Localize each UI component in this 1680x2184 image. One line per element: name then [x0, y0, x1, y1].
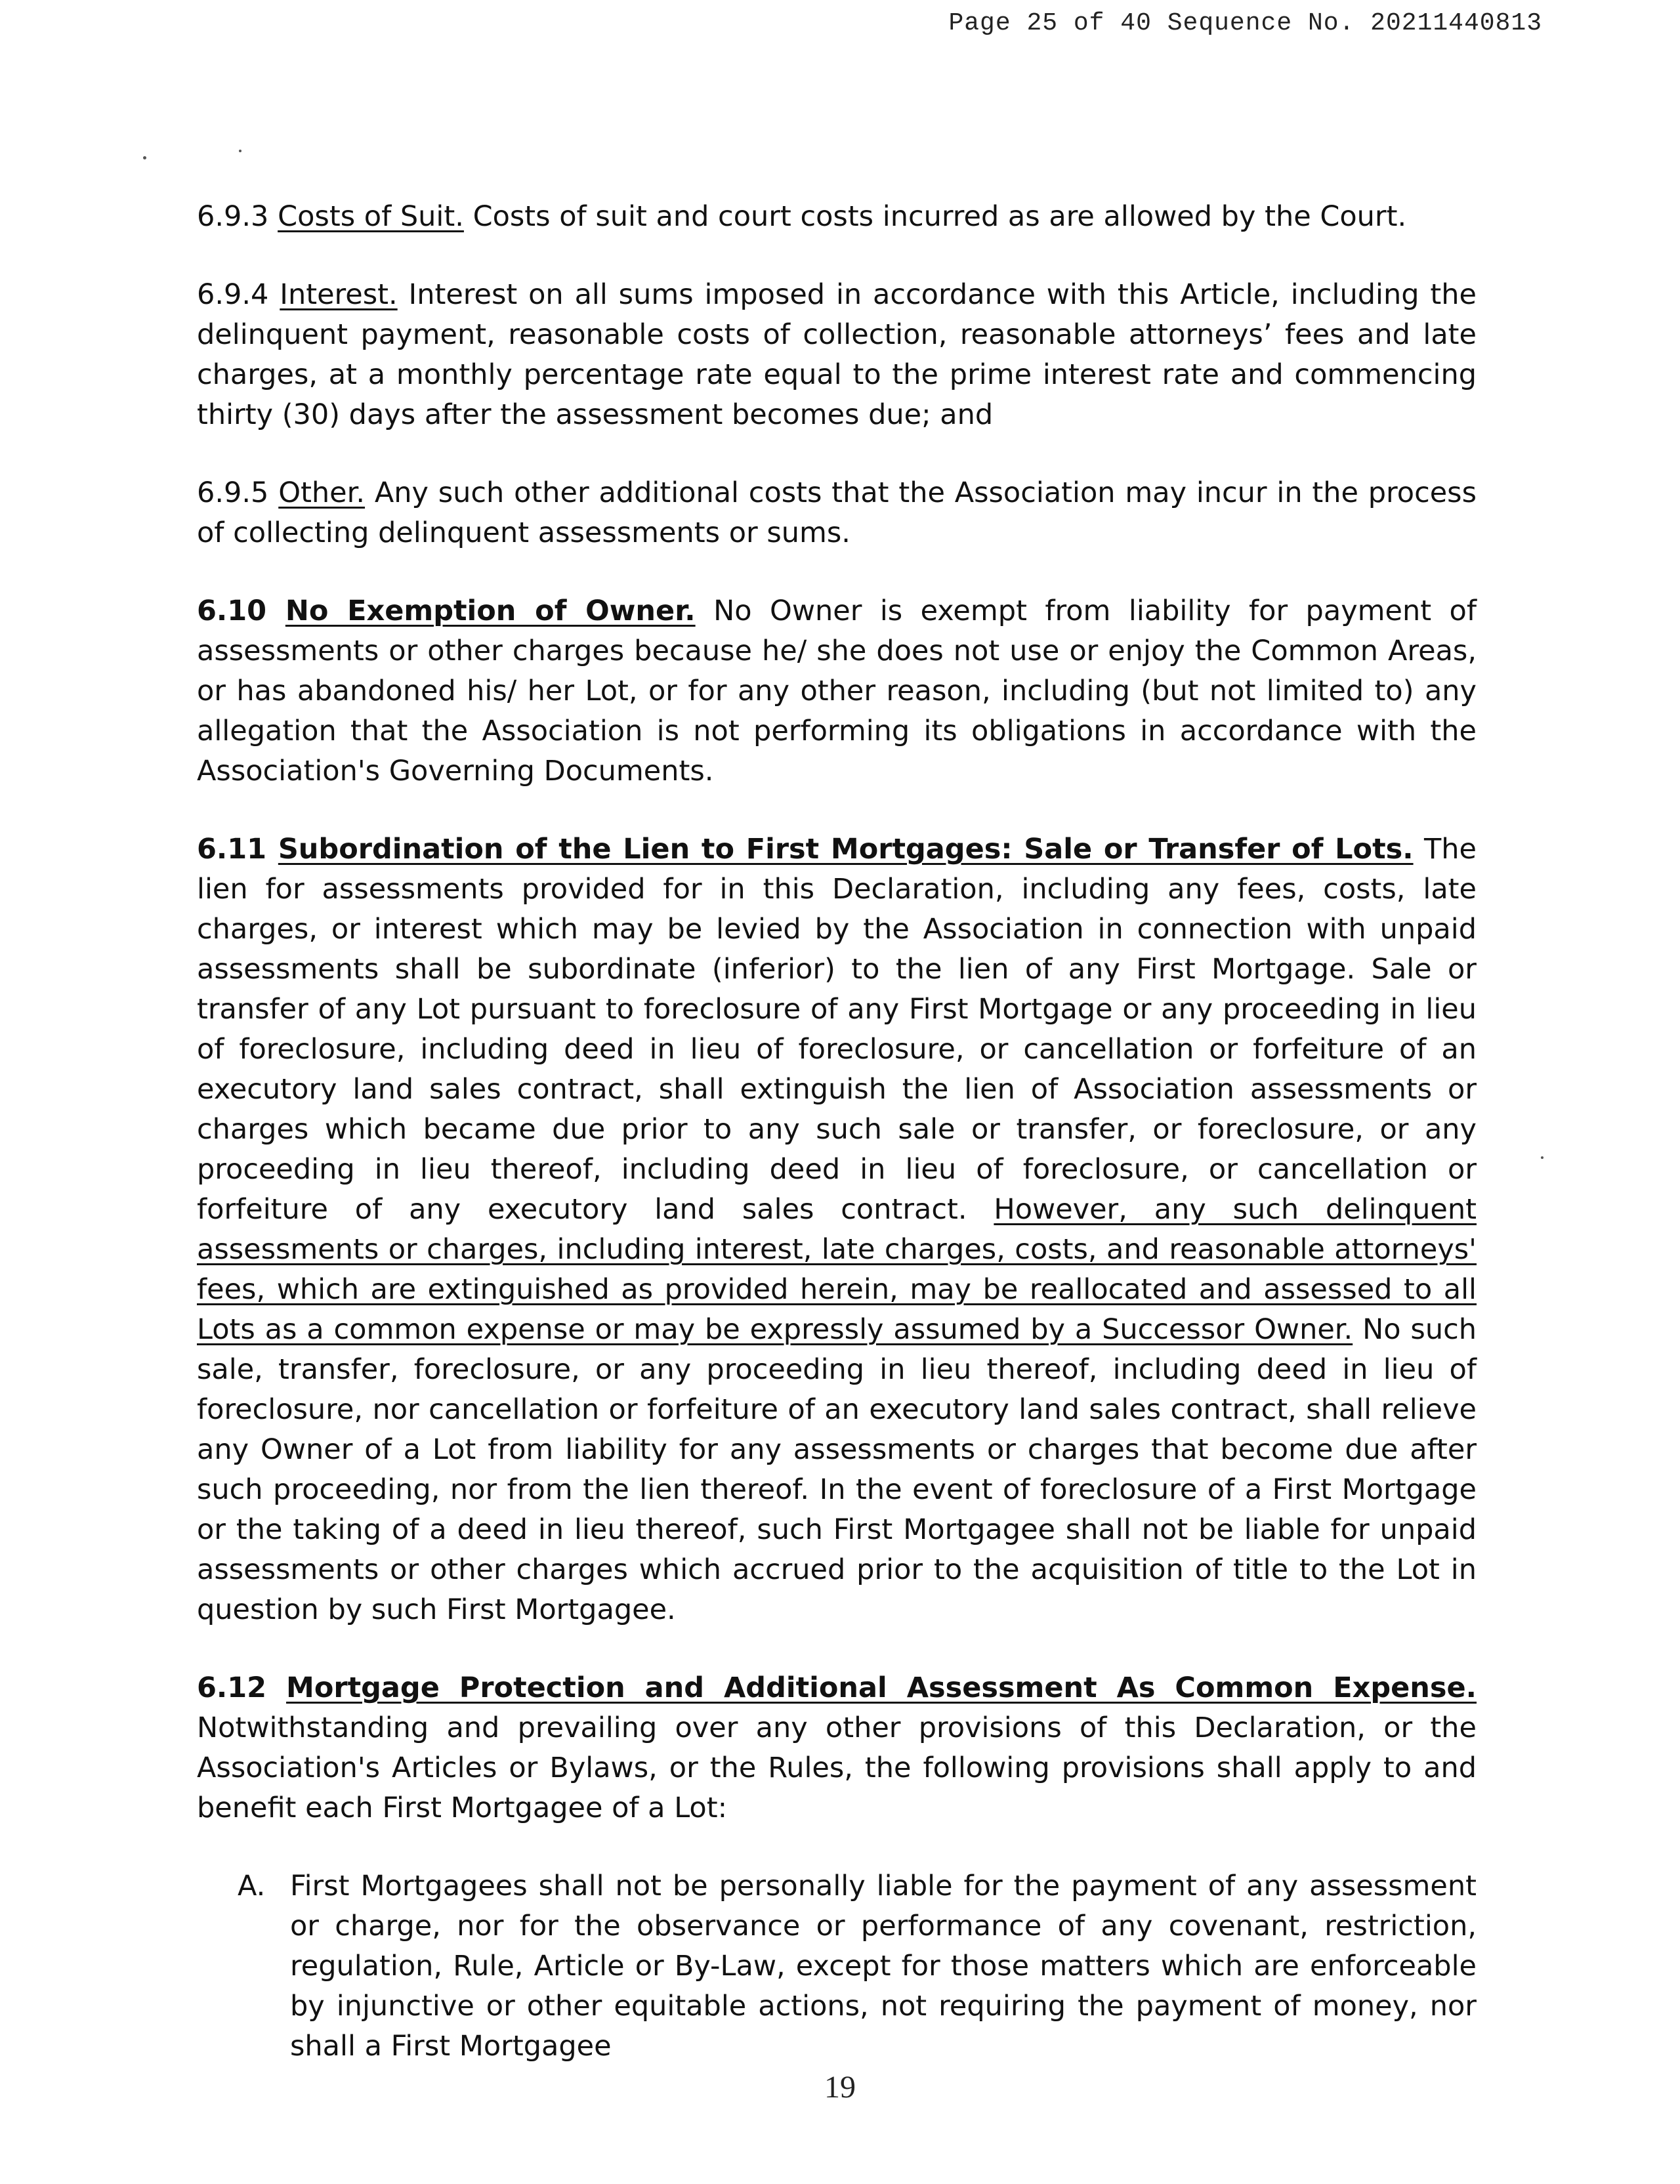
section-6-9-3 — [197, 197, 1477, 237]
list-item-label: A. — [238, 1870, 266, 1902]
list-item — [238, 1866, 1477, 2067]
section-text: Notwithstanding and prevailing over any other provisions of this Declaration, or the Association's Articles or Bylaws, or the Rules, the following provisions shall apply to and benefit each First Mortgagee of a Lot: — [197, 1712, 1477, 1824]
section-6-10 — [197, 591, 1477, 791]
section-number: 6.10 — [197, 595, 285, 627]
section-title: No Exemption of Owner. — [285, 595, 696, 627]
section-text: Any such other additional costs that the Association may incur in the process of collecting delinquent assessments or sums. — [197, 476, 1477, 549]
section-6-12 — [197, 1668, 1477, 1828]
section-6-9-5 — [197, 473, 1477, 553]
section-title: Mortgage Protection and Additional Assessment As Common Expense. — [286, 1671, 1477, 1704]
page-number: 19 — [824, 2070, 856, 2105]
scan-speck — [239, 150, 242, 152]
scan-speck — [1541, 1156, 1544, 1159]
section-text: The lien for assessments provided for in this Declaration, including any fees, costs, late charges, or interest which may be levied by the Association in connection with unpaid assessments shall be subordinate (inferior) to the lien of any First Mortgage. Sale or transfer of any Lot pursuant to foreclosure of any First Mortgage or any proceeding in lieu of foreclosure, including deed in lieu of foreclosure, or cancellation or forfeiture of an executory land sales contract, shall extinguish the lien of Association assessments or charges which became due prior to any such sale or transfer, or foreclosure, or any proceeding in lieu thereof, including deed in lieu of foreclosure, or cancellation or forfeiture of any executory land sales contract. — [197, 833, 1477, 1226]
page-header: Page 25 of 40 Sequence No. 20211440813 — [948, 9, 1542, 37]
section-number: 6.11 — [197, 833, 278, 866]
list-item-text: First Mortgagees shall not be personally liable for the payment of any assessment or charge, nor for the observance or performance of any covenant, restriction, regulation, Rule, Article or By-Law, except for those matters which are enforceable by injunctive or other equitable actions, not requiring the payment of money, nor shall a First Mortgagee — [290, 1870, 1477, 2063]
section-title: Other. — [278, 476, 366, 509]
section-title: Costs of Suit. — [278, 200, 464, 233]
scan-speck — [143, 156, 146, 159]
section-number: 6.9.5 — [197, 476, 279, 509]
document-body — [197, 197, 1477, 2067]
section-text: Costs of suit and court costs incurred as are allowed by the Court. — [463, 200, 1407, 233]
section-text: No Owner is exempt from liability for payment of assessments or other charges because he/ she does not use or enjoy the Common Areas, or has abandoned his/ her Lot, or for any other reason, including (but not limited to) any allegation that the Association is not performing its obligations in accordance with the Association's Governing Documents. — [197, 595, 1477, 788]
section-title: Interest. — [280, 278, 398, 311]
section-title: Subordination of the Lien to First Mortgages: Sale or Transfer of Lots. — [278, 833, 1414, 866]
section-6-11 — [197, 830, 1477, 1630]
section-number: 6.9.3 — [197, 200, 278, 233]
section-number: 6.9.4 — [197, 278, 280, 311]
section-text: No such sale, transfer, foreclosure, or any proceeding in lieu thereof, including deed in lieu of foreclosure, nor cancellation or forfeiture of an executory land sales contract, shall relieve any Owner of a Lot from liability for any assessments or charges that become due after such proceeding, nor from the lien thereof. In the event of foreclosure of a First Mortgage or the taking of a deed in lieu thereof, such First Mortgagee shall not be liable for unpaid assessments or other charges which accrued prior to the acquisition of title to the Lot in question by such First Mortgagee. — [197, 1313, 1477, 1626]
section-6-9-4 — [197, 275, 1477, 435]
section-text: Interest on all sums imposed in accordance with this Article, including the delinquent payment, reasonable costs of collection, reasonable attorneys’ fees and late charges, at a monthly percentage rate equal to the prime interest rate and commencing thirty (30) days after the assessment becomes due; and — [197, 278, 1477, 431]
section-number: 6.12 — [197, 1671, 287, 1704]
section-text-underlined: However, any such delinquent assessments or charges, including interest, late charges, costs, and reasonable attorneys' fees, which are extinguished as provided herein, may be reallocated and assessed to all Lots as a common expense or may be expressly assumed by a Successor Owner. — [197, 1193, 1477, 1346]
